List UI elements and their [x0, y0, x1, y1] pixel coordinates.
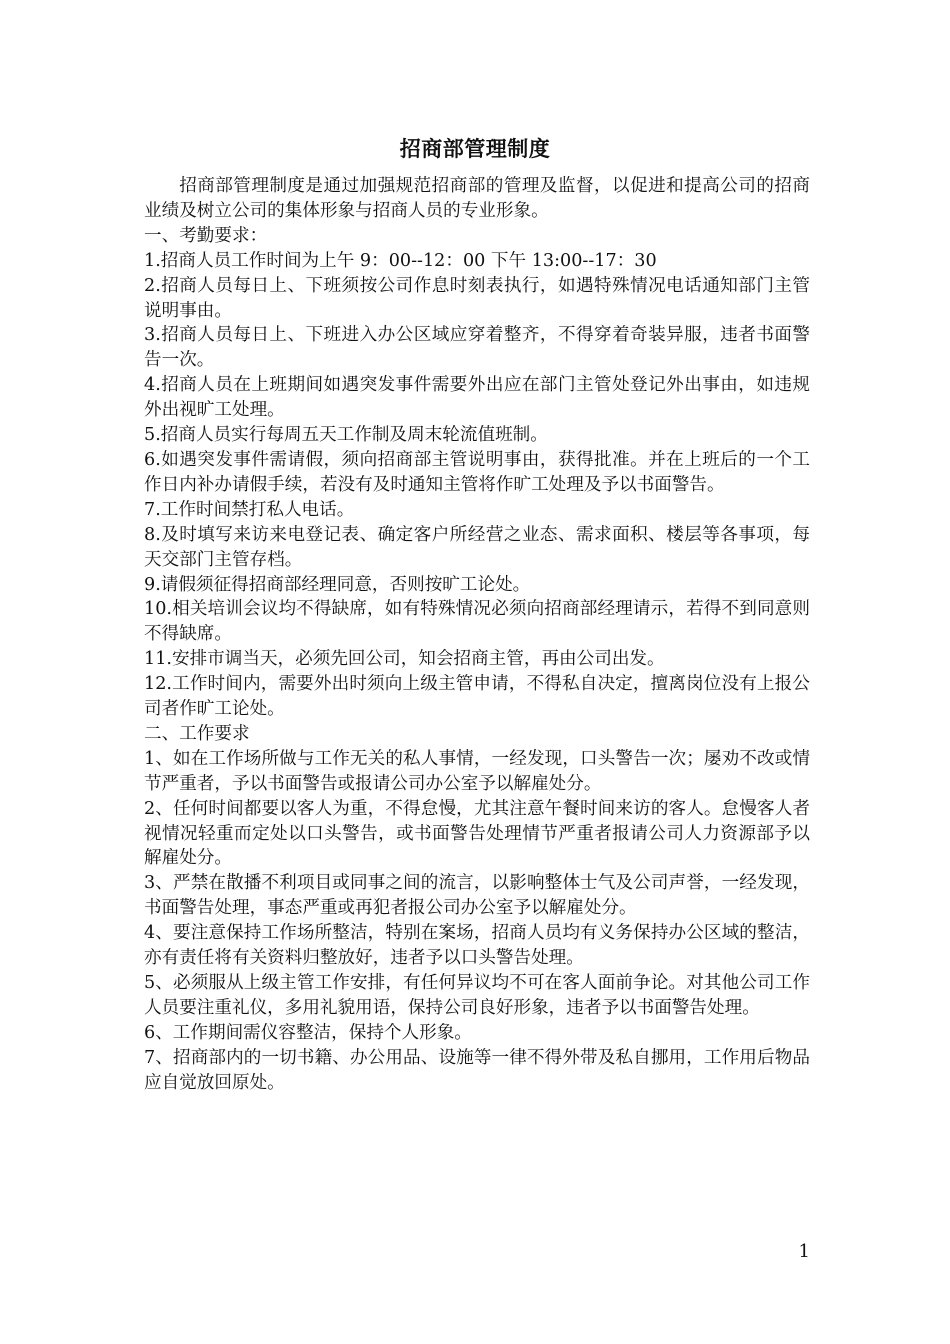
attendance-item: 4.招商人员在上班期间如遇突发事件需要外出应在部门主管处登记外出事由，如违规外出视旷工处理。 [144, 375, 810, 421]
attendance-item: 1.招商人员工作时间为上午 9：00--12：00 下午 13:00--17：30 [144, 250, 657, 271]
attendance-item: 10.相关培训会议均不得缺席，如有特殊情况必须向招商部经理请示，若得不到同意则不得缺席。 [144, 599, 810, 645]
section-heading-work: 二、工作要求 [144, 723, 250, 744]
attendance-item: 12.工作时间内，需要外出时须向上级主管申请，不得私自决定，擅离岗位没有上报公司者作旷工论处。 [144, 674, 810, 720]
work-item: 4、要注意保持工作场所整洁，特别在案场，招商人员均有义务保持办公区域的整洁，亦有责任将有关资料归整放好，违者予以口头警告处理。 [144, 923, 810, 969]
work-item: 2、任何时间都要以客人为重，不得怠慢，尤其注意午餐时间来访的客人。怠慢客人者视情况轻重而定处以口头警告，或书面警告处理情节严重者报请公司人力资源部予以解雇处分。 [144, 798, 810, 869]
attendance-item: 9.请假须征得招商部经理同意，否则按旷工论处。 [144, 574, 531, 595]
work-item: 6、工作期间需仪容整洁，保持个人形象。 [144, 1022, 472, 1043]
attendance-item: 7.工作时间禁打私人电话。 [144, 499, 355, 520]
section-heading-attendance: 一、考勤要求： [144, 225, 268, 246]
attendance-item: 6.如遇突发事件需请假，须向招商部主管说明事由，获得批准。并在上班后的一个工作日内补办请假手续，若没有及时通知主管将作旷工处理及予以书面警告。 [144, 449, 810, 495]
page-number: 1 [798, 1241, 810, 1262]
intro-paragraph: 招商部管理制度是通过加强规范招商部的管理及监督，以促进和提高公司的招商业绩及树立公司的集体形象与招商人员的专业形象。 [144, 176, 810, 221]
document-body [144, 174, 810, 1096]
work-item: 7、招商部内的一切书籍、办公用品、设施等一律不得外带及私自挪用，工作用后物品应自觉放回原处。 [144, 1047, 810, 1093]
attendance-item: 11.安排市调当天，必须先回公司，知会招商主管，再由公司出发。 [144, 649, 665, 670]
attendance-item: 3.招商人员每日上、下班进入办公区域应穿着整齐，不得穿着奇装异服，违者书面警告一次。 [144, 325, 810, 371]
attendance-item: 8.及时填写来访来电登记表、确定客户所经营之业态、需求面积、楼层等各事项，每天交部门主管存档。 [144, 524, 810, 570]
attendance-item: 5.招商人员实行每周五天工作制及周末轮流值班制。 [144, 425, 548, 446]
work-item: 3、严禁在散播不利项目或同事之间的流言，以影响整体士气及公司声誉，一经发现，书面警告处理，事态严重或再犯者报公司办公室予以解雇处分。 [144, 873, 810, 919]
attendance-item: 2.招商人员每日上、下班须按公司作息时刻表执行，如遇特殊情况电话通知部门主管说明事由。 [144, 275, 810, 321]
document-title: 招商部管理制度 [399, 137, 551, 161]
work-item: 5、必须服从上级主管工作安排，有任何异议均不可在客人面前争论。对其他公司工作人员要注重礼仪，多用礼貌用语，保持公司良好形象，违者予以书面警告处理。 [144, 973, 810, 1018]
work-item: 1、如在工作场所做与工作无关的私人事情，一经发现，口头警告一次；屡劝不改或情节严重者，予以书面警告或报请公司办公室予以解雇处分。 [144, 748, 810, 794]
